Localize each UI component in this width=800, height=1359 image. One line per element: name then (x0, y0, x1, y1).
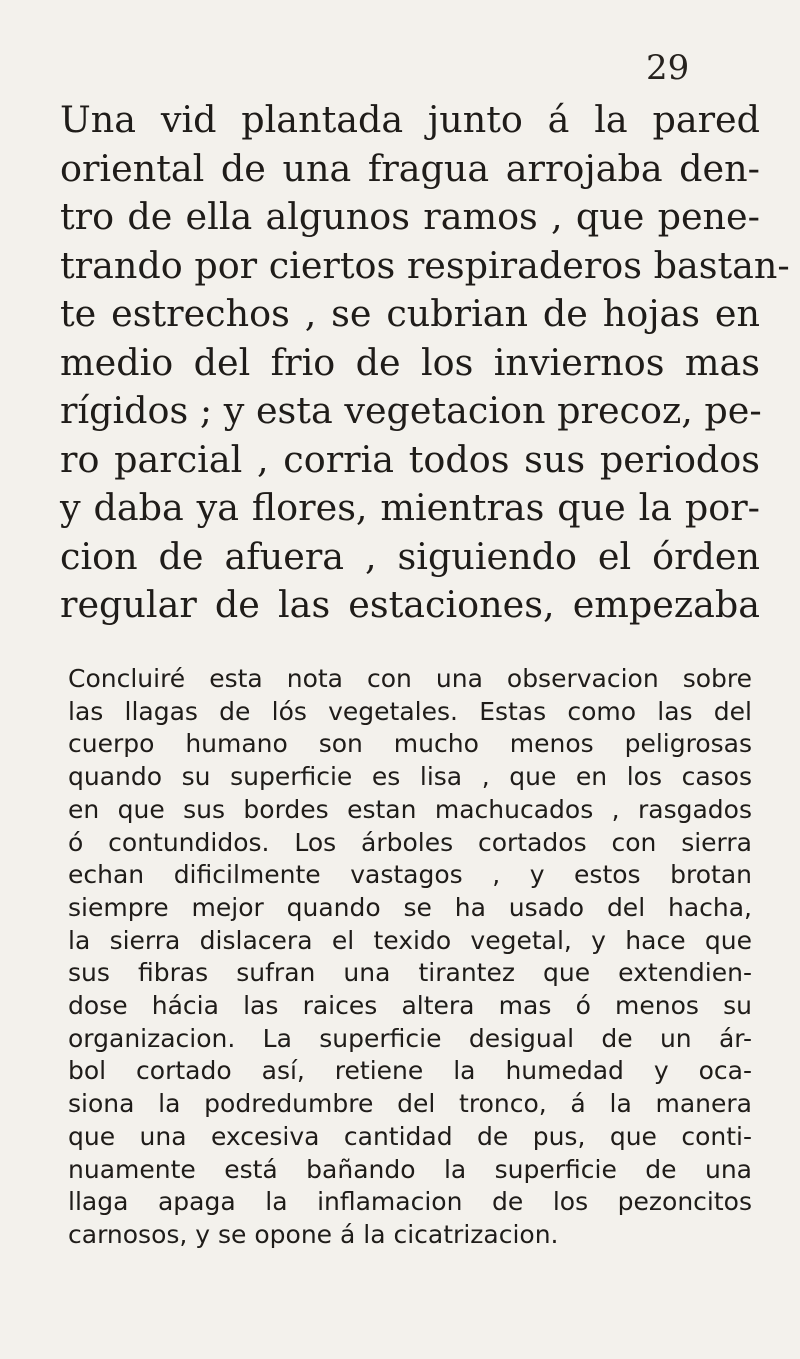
footnote-line: Concluiré esta nota con una observacion sobre (68, 664, 752, 693)
main-text-line: y daba ya flores, mientras que la por- (60, 486, 760, 529)
footnote-line: sus fibras sufran una tirantez que extendien- (68, 958, 752, 988)
main-text-line: ro parcial , corria todos sus periodos (60, 437, 760, 481)
footnote-line: las llagas de lós vegetales. Estas como las del (68, 696, 752, 726)
main-text-line: oriental de una fragua arrojaba den- (60, 146, 760, 190)
footnote-line: echan dificilmente vastagos , y estos brotan (68, 860, 752, 890)
footnote-line: que una excesiva cantidad de pus, que conti- (68, 1121, 752, 1151)
footnote-line: quando su superficie es lisa , que en los casos (68, 762, 752, 792)
main-text-line: tro de ella algunos ramos , que pene- (60, 195, 760, 238)
footnote-line: llaga apaga la inflamacion de los pezoncitos (68, 1187, 752, 1217)
main-text-line: regular de las estaciones, empezaba (60, 583, 760, 626)
footnote-line: cuerpo humano son mucho menos peligrosas (68, 729, 752, 759)
footnote-paragraph (68, 663, 752, 1252)
main-text-line: Una vid plantada junto á la pared (60, 98, 760, 141)
main-text-line: medio del frio de los inviernos mas (60, 340, 760, 384)
main-paragraph (60, 96, 790, 630)
footnote-line: la sierra dislacera el texido vegetal, y hace que (68, 925, 752, 955)
main-text-line: te estrechos , se cubrian de hojas en (60, 292, 760, 335)
footnote-line: organizacion. La superficie desigual de un ár- (68, 1023, 752, 1053)
main-text-line: trando por ciertos respiraderos bastan- (60, 243, 790, 287)
footnote-line: siempre mejor quando se ha usado del hacha, (68, 892, 752, 922)
footnote-line: dose hácia las raices altera mas ó menos su (68, 991, 752, 1021)
footnote-line: ó contundidos. Los árboles cortados con sierra (68, 827, 752, 857)
footnote-line: siona la podredumbre del tronco, á la manera (68, 1089, 752, 1119)
footnote-line: bol cortado así, retiene la humedad y oca- (68, 1056, 752, 1086)
page-number: 29 (646, 48, 690, 88)
footnote-line: nuamente está bañando la superficie de una (68, 1154, 752, 1184)
footnote-line: en que sus bordes estan machucados , rasgados (68, 794, 752, 824)
footnote-line: carnosos, y se opone á la cicatrizacion. (68, 1219, 559, 1249)
main-text-line: cion de afuera , siguiendo el órden (60, 534, 760, 578)
main-text-line: rígidos ; y esta vegetacion precoz, pe- (60, 389, 762, 432)
